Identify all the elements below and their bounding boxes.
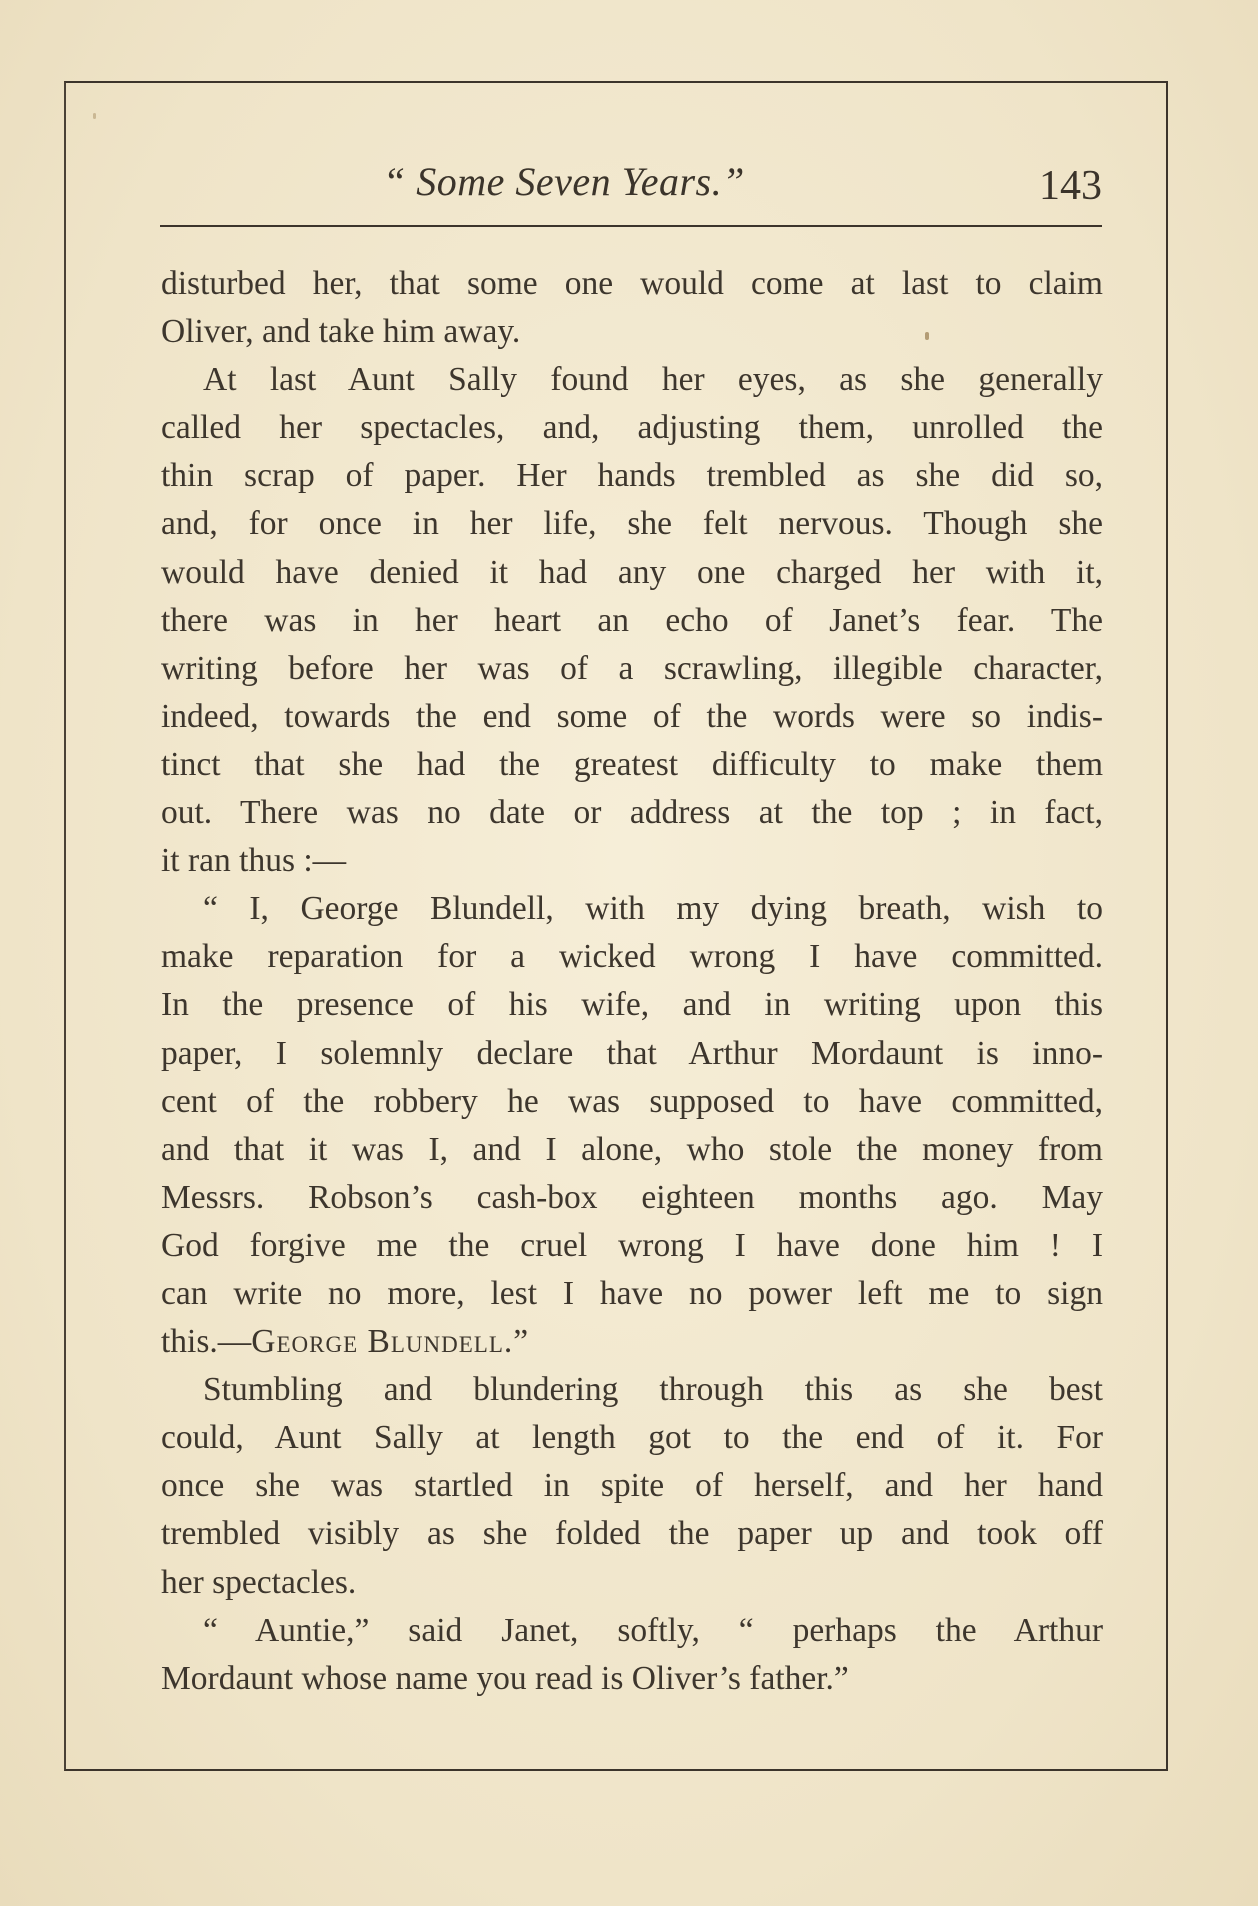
- text-line: once she was startled in spite of herself, and her hand: [161, 1467, 1103, 1505]
- text-line: “ I, George Blundell, with my dying breath, wish to: [203, 890, 1103, 928]
- text-line: tinct that she had the greatest difficulty to make them: [161, 745, 1103, 783]
- text-line: and, for once in her life, she felt nervous. Though she: [161, 505, 1103, 543]
- ink-speck: [925, 332, 929, 340]
- text-line: and that it was I, and I alone, who stole the money from: [161, 1130, 1103, 1168]
- text-line: make reparation for a wicked wrong I have committed.: [161, 938, 1103, 976]
- text-line: In the presence of his wife, and in writing upon this: [161, 986, 1103, 1024]
- text-line: thin scrap of paper. Her hands trembled as she did so,: [161, 457, 1103, 495]
- text-line: there was in her heart an echo of Janet’s fear. The: [161, 601, 1103, 639]
- body-text: [161, 260, 1103, 1703]
- text-line: paper, I solemnly declare that Arthur Mordaunt is inno-: [161, 1034, 1103, 1072]
- text-line: God forgive me the cruel wrong I have done him ! I: [161, 1226, 1103, 1264]
- running-head: [160, 158, 1102, 218]
- running-head-title: “ Some Seven Years.”: [383, 159, 745, 204]
- text-line: trembled visibly as she folded the paper up and took off: [161, 1515, 1103, 1553]
- text-line: writing before her was of a scrawling, illegible character,: [161, 649, 1103, 687]
- header-rule: [160, 225, 1102, 227]
- text-line: would have denied it had any one charged her with it,: [161, 553, 1103, 591]
- text-line: called her spectacles, and, adjusting them, unrolled the: [161, 409, 1103, 447]
- text-line: Stumbling and blundering through this as she best: [203, 1371, 1103, 1409]
- text-line: disturbed her, that some one would come at last to claim: [161, 265, 1103, 302]
- text-line: out. There was no date or address at the top ; in fact,: [161, 794, 1103, 832]
- text-line: this.—George Blundell.”: [161, 1323, 529, 1361]
- text-line: Mordaunt whose name you read is Oliver’s father.”: [161, 1659, 849, 1697]
- text-line: could, Aunt Sally at length got to the end of it. For: [161, 1419, 1103, 1457]
- text-line: cent of the robbery he was supposed to have committed,: [161, 1082, 1103, 1120]
- text-line: indeed, towards the end some of the words were so indis-: [161, 697, 1103, 735]
- text-line: Messrs. Robson’s cash-box eighteen months ago. May: [161, 1178, 1103, 1216]
- text-line: can write no more, lest I have no power left me to sign: [161, 1274, 1103, 1312]
- text-line: At last Aunt Sally found her eyes, as she generally: [203, 361, 1103, 399]
- ink-speck: [93, 113, 96, 119]
- text-line: Oliver, and take him away.: [161, 313, 521, 351]
- text-line: it ran thus :—: [161, 842, 347, 880]
- page-number: 143: [1039, 163, 1102, 209]
- text-line: “ Auntie,” said Janet, softly, “ perhaps the Arthur: [203, 1611, 1103, 1649]
- text-line: her spectacles.: [161, 1563, 357, 1601]
